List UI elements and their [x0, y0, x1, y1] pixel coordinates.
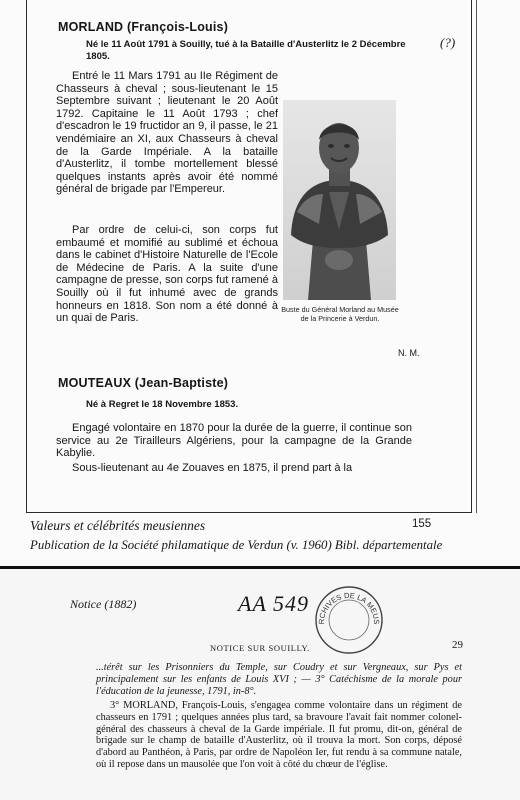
entry-birth-morland: Né le 11 Août 1791 à Souilly, tué à la Bataille d'Austerlitz le 2 Décembre 1805. [86, 39, 406, 62]
handwritten-call-number: AA 549 [238, 591, 309, 616]
page-number-top: 155 [412, 518, 432, 530]
handwritten-source-line-2: Publication de la Société philamatique de Verdun (v. 1960) Bibl. départementale [30, 538, 443, 552]
page-number-bottom: 29 [452, 639, 463, 651]
bottom-page-scan [0, 569, 520, 800]
handwritten-notice: Notice (1882) [70, 597, 137, 611]
archive-stamp-seal [312, 583, 386, 657]
entry-paragraph-mouteaux-1: Engagé volontaire en 1870 pour la durée de la guerre, il continue son service au 2e Tirailleurs Algériens, pour la campagne de la Grande Kabylie. [56, 422, 412, 460]
handwritten-source-line-1: Valeurs et célébrités meusiennes [30, 518, 206, 533]
page-frame-bottom [26, 512, 472, 513]
author-signature: N. M. [398, 348, 420, 358]
page-header: NOTICE SUR SOUILLY. [210, 643, 310, 653]
entry-title-morland: MORLAND (François-Louis) [58, 20, 229, 34]
annotation-mark: (?) [440, 35, 456, 50]
entry-birth-mouteaux: Né à Regret le 18 Novembre 1853. [86, 399, 239, 410]
entry-paragraph-morland-1: Entré le 11 Mars 1791 au IIe Régiment de Chasseurs à cheval ; sous-lieutenant le 15 Septembre suivant ; lieutenant le 20 Août 1792. Capitaine le 11 Août 1793 ; chef d'escadron le 19 fructidor an 9, il passe, le 21 vendémiaire an XI, aux Chasseurs à cheval de la Garde Impériale. A la bataille d'Austerlitz, il tombe mortellement blessé quelques instants après avoir été nommé général de brigade par l'Empereur. [56, 70, 278, 196]
entry-title-mouteaux: MOUTEAUX (Jean-Baptiste) [58, 376, 229, 390]
entry-paragraph-morland-2: Par ordre de celui-ci, son corps fut embaumé et momifié au sublimé et échoua dans le cabinet d'Histoire Naturelle de l'Ecole de Médecine de Paris. A la suite d'une campagne de presse, son corps fut ramené à Souilly où il fut inhumé avec de grands honneurs en 1818. Son nom a été donné à un quai de Paris. [56, 224, 278, 325]
page-frame-right [471, 0, 472, 513]
page-frame-right-outer [476, 0, 477, 513]
bust-photo [283, 100, 396, 300]
photo-caption: Buste du Général Morland au Musée de la Princerie à Verdun. [281, 305, 399, 323]
entry-paragraph-mouteaux-2: Sous-lieutenant au 4e Zouaves en 1875, il prend part à la [72, 462, 353, 474]
old-paragraph-1: ...térêt sur les Prisonniers du Temple, sur Coudry et sur Vergneaux, sur Pys et principalement sur les enfants de Louis XVI ; — 3° Catéchisme de la morale pour l'éducation de la jeunesse, 1791, in-8°. [96, 662, 462, 697]
page-frame-left [26, 0, 27, 513]
bust-illustration [283, 100, 396, 300]
old-paragraph-2: 3° MORLAND, François-Louis, s'engagea comme volontaire dans un régiment de chasseurs en 1791 ; quelques années plus tard, sa bravoure l'avait fait nommer colonel-général des chasseurs à cheval de la Garde impériale. Il fut promu, dit-on, général de brigade sur le champ de bataille d'Austerlitz, où il trouva la mort. Son corps, déposé d'abord au Panthéon, à Paris, par ordre de Napoléon Ier, fut rendu à sa commune natale, où il repose dans un mausolée que l'on voit à côté du chœur de l'église. [96, 700, 462, 770]
svg-text:ARCHIVES DE LA MEUSE: RCHIVES DE LA MEUS [316, 590, 382, 625]
archive-stamp [312, 583, 386, 657]
